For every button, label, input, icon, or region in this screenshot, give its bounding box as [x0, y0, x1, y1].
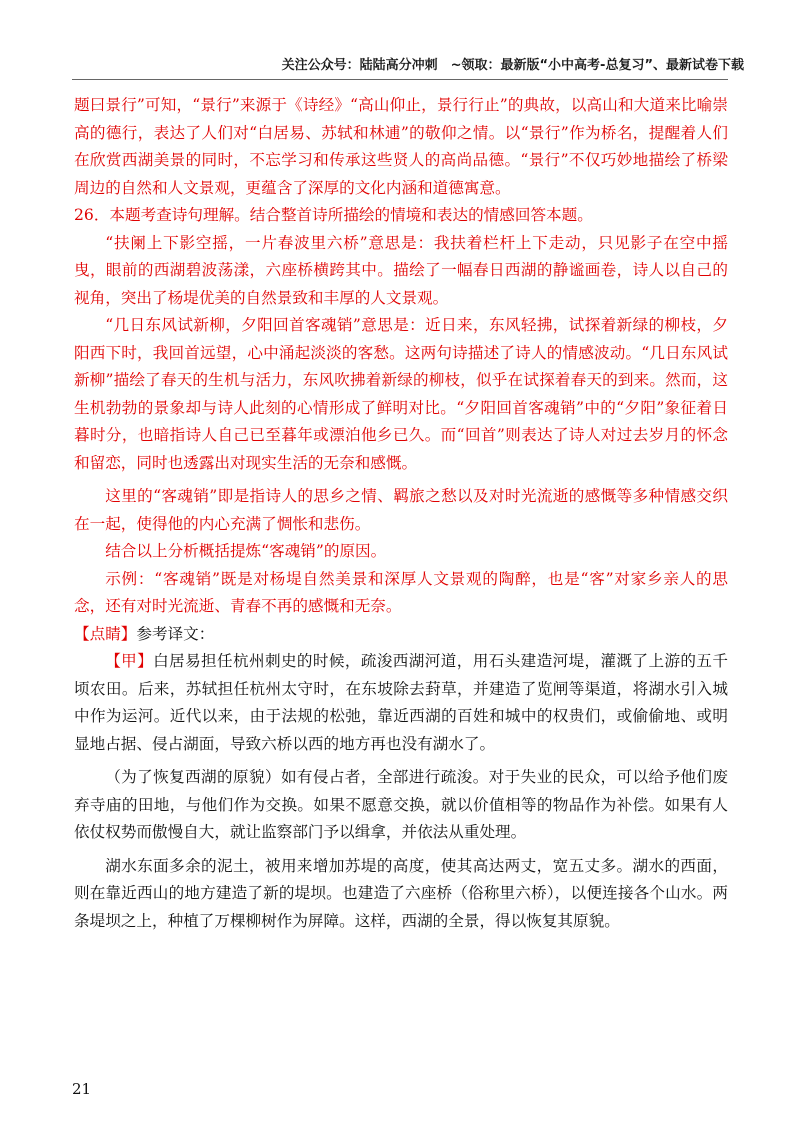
page-number: 21 — [72, 1080, 92, 1098]
paragraph-line1-meaning: “扶阑上下影空摇，一片春波里六桥”意思是：我扶着栏杆上下走动，只见影子在空中摇曳，眼前的西湖碧波荡漾，六座桥横跨其中。描绘了一幅春日西湖的静谧画卷，诗人以自己的视角，突出了杨堤优美的自然景致和丰厚的人文景观。 — [74, 233, 728, 307]
paragraph-summary-prompt: 结合以上分析概括提炼“客魂销”的原因。 — [105, 542, 387, 560]
paragraph-line2-meaning: “几日东风试新柳，夕阳回首客魂销”意思是：近日来，东风轻拂，试探着新绿的柳枝，夕阳西下时，我回首远望，心中涌起淡淡的客愁。这两句诗描述了诗人的情感波动。“几日东风试新柳”描绘了春天的生机与活力，东风吹拂着新绿的柳枝，似乎在试探着春天的到来。然而，这生机勃勃的景象却与诗人此刻的心情形成了鲜明对比。“夕阳回首客魂销”中的“夕阳”象征着日暮时分，也暗指诗人自己已至暮年或漂泊他乡已久。而“回首”则表达了诗人对过去岁月的怀念和留恋，同时也透露出对现实生活的无奈和感慨。 — [74, 316, 728, 472]
body-content — [74, 92, 728, 935]
paragraph-q26-intro: 26．本题考查诗句理解。结合整首诗所描绘的情境和表达的情感回答本题。 — [74, 206, 593, 224]
paragraph-translation-3: 湖水东面多余的泥土，被用来增加苏堤的高度，使其高达两丈，宽五丈多。湖水的西面，则在靠近西山的地方建造了新的堤坝。也建造了六座桥（俗称里六桥），以便连接各个山水。两条堤坝之上，种植了万棵柳树作为屏障。这样，西湖的全景，得以恢复其原貌。 — [74, 856, 728, 930]
paragraph-dianjing-label — [74, 621, 728, 649]
translation-jia-text: 白居易担任杭州刺史的时候，疏浚西湖河道，用石头建造河堤，灌溉了上游的五千顷农田。后来，苏轼担任杭州太守时，在东坡除去葑草，并建造了览闸等渠道，将湖水引入城中作为运河。近代以来，由于法规的松弛，靠近西湖的百姓和城中的权贵们，或偷偷地、或明显地占据、侵占湖面，导致六桥以西的地方再也没有湖水了。 — [74, 652, 728, 753]
paragraph-example-answer: 示例：“客魂销”既是对杨堤自然美景和深厚人文景观的陶醉，也是“客”对家乡亲人的思念，还有对时光流逝、青春不再的感慨和无奈。 — [74, 569, 728, 615]
jia-bracket-label: 【甲】 — [105, 652, 154, 670]
paragraph-translation-2: （为了恢复西湖的原貌）如有侵占者，全部进行疏浚。对于失业的民众，可以给予他们废弃寺庙的田地，与他们作为交换。如果不愿意交换，就以价值相等的物品作为补偿。如果有人依仗权势而傲慢自大，就让监察部门予以缉拿，并依法从重处理。 — [74, 768, 728, 841]
paragraph-kehunxiao-explain: 这里的“客魂销”即是指诗人的思乡之情、羁旅之愁以及对时光流逝的感慨等多种情感交织在一起，使得他的内心充满了惆怅和悲伤。 — [74, 487, 728, 533]
header-rule — [72, 79, 728, 80]
reference-translation-label: 参考译文： — [136, 624, 215, 643]
paragraph-jingxing-conclusion: 题曰景行”可知，“景行”来源于《诗经》“高山仰止，景行行止”的典故，以高山和大道来比喻崇高的德行，表达了人们对“白居易、苏轼和林逋”的敬仰之情。以“景行”作为桥名，提醒着人们在欣赏西湖美景的同时，不忘学习和传承这些贤人的高尚品德。“景行”不仅巧妙地描绘了桥梁周边的自然和人文景观，更蕴含了深厚的文化内涵和道德寓意。 — [74, 96, 728, 197]
page-header: 关注公众号：陆陆高分冲刺 ~领取：最新版“小中高考-总复习”、最新试卷下载 — [281, 58, 744, 73]
paragraph-translation-jia — [74, 648, 728, 758]
dianjing-bracket-label: 【点睛】 — [74, 624, 137, 643]
